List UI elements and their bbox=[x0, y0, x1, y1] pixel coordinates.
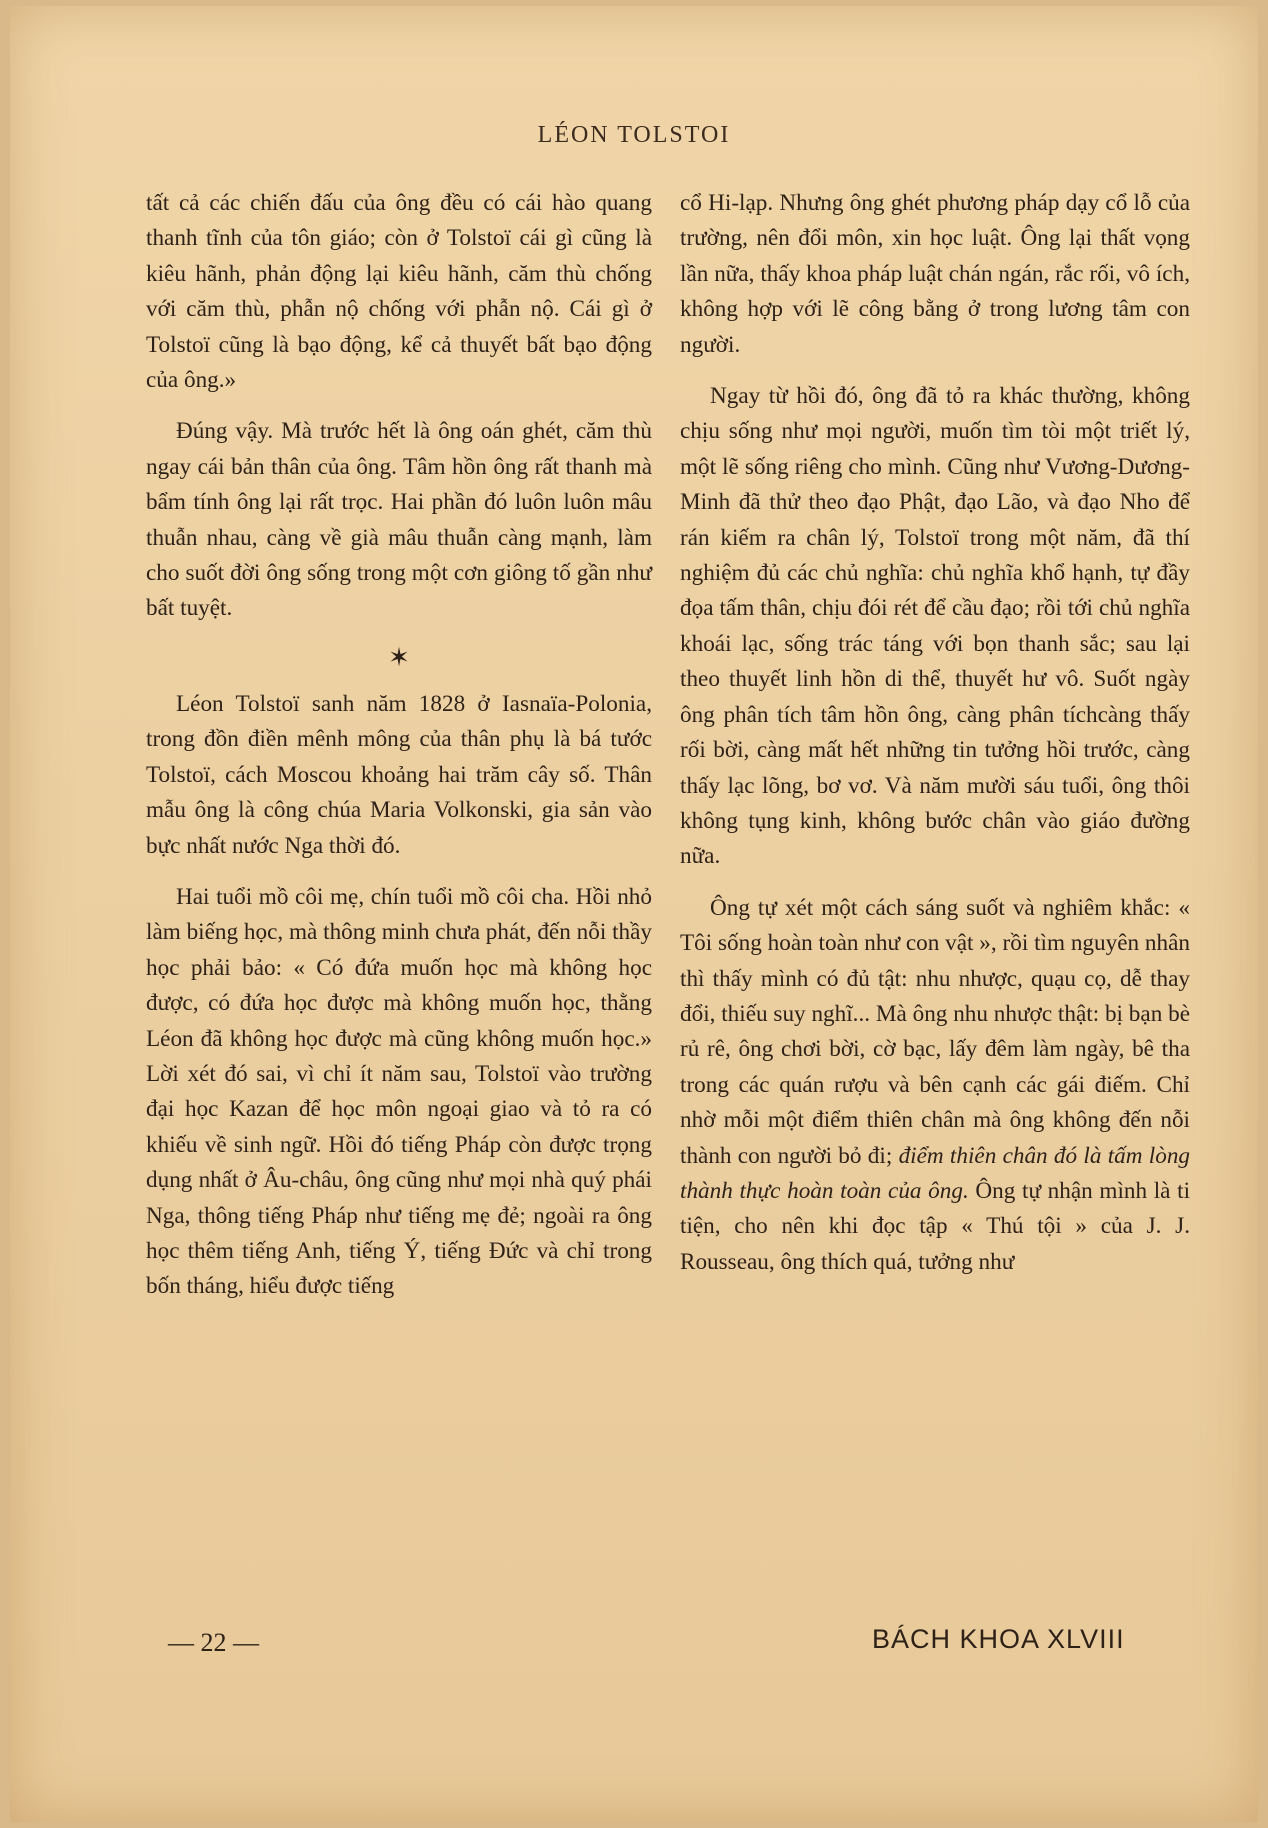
right-paragraph-3-lead: Ông tự xét một cách sáng suốt và nghiêm khắc: « Tôi sống hoàn toàn như con vật », rồi tìm nguyên nhân thì thấy mình có đủ tật: nhu nhược, quạu cọ, dễ thay đổi, thiếu suy nghĩ... Mà ông nhu nhược thật: bị bạn bè rủ rê, ông chơi bời, cờ bạc, lấy đêm làm ngày, bê tha trong các quán rượu và bên cạnh các gái điếm. Chỉ nhờ mỗi một điểm thiên chân mà ông không đến nỗi thành con người bỏ đi; bbox=[680, 894, 1190, 1169]
left-paragraph-1: tất cả các chiến đấu của ông đều có cái hào quang thanh tĩnh của tôn giáo; còn ở Tolstoï cái gì cũng là kiêu hãnh, phản động lại kiêu hãnh, căm thù chống với căm thù, phẫn nộ chống với phẫn nộ. Cái gì ở Tolstoï cũng là bạo động, kể cả thuyết bất bạo động của ông.» bbox=[146, 190, 652, 394]
right-paragraph-3-tail: Ông tự nhận mình là ti tiện, cho nên khi đọc tập « Thú tội » của J. J. Rousseau, ông thích quá, tưởng như bbox=[680, 1177, 1191, 1275]
left-paragraph-4: Hai tuổi mồ côi mẹ, chín tuổi mồ côi cha. Hồi nhỏ làm biếng học, mà thông minh chưa phát, đến nỗi thầy học phải bảo: « Có đứa muốn học mà không học được, có đứa học được mà không muốn học, thằng Léon đã không học được mà cũng không muốn học.» Lời xét đó sai, vì chỉ ít năm sau, Tolstoï vào trường đại học Kazan để học môn ngoại giao và tỏ ra có khiếu về sinh ngữ. Hồi đó tiếng Pháp còn được trọng dụng nhất ở Âu-châu, ông cũng như mọi nhà quý phái Nga, thông tiếng Pháp như tiếng mẹ đẻ; ngoài ra ông học thêm tiếng Anh, tiếng Ý, tiếng Đức và chỉ trong bốn tháng, hiểu được tiếng bbox=[146, 883, 652, 1300]
left-paragraph-2: Đúng vậy. Mà trước hết là ông oán ghét, căm thù ngay cái bản thân của ông. Tâm hồn ông rất thanh mà bẩm tính ông lại rất trọc. Hai phần đó luôn luôn mâu thuẫn nhau, càng về già mâu thuẫn càng mạnh, làm cho suốt đời ông sống trong một cơn giông tố gần như bất tuyệt. bbox=[146, 418, 652, 622]
right-paragraph-1: cổ Hi-lạp. Nhưng ông ghét phương pháp dạy cổ lỗ của trường, nên đổi môn, xin học luật. Ông lại thất vọng lần nữa, thấy khoa pháp luật chán ngán, rắc rối, vô ích, không hợp với lẽ công bằng ở trong lương tâm con người. bbox=[680, 190, 1190, 358]
right-paragraph-3 bbox=[680, 891, 1190, 1280]
right-paragraph-3-italic: điểm thiên chân đó là tấm lòng thành thực hoàn toàn của ông. bbox=[680, 1142, 1191, 1204]
journal-name: BÁCH KHOA XLVIII bbox=[872, 1624, 1125, 1654]
left-column bbox=[146, 186, 652, 1321]
page-number: — 22 — bbox=[168, 1628, 259, 1657]
right-column bbox=[680, 186, 1190, 1296]
left-paragraph-3: Léon Tolstoï sanh năm 1828 ở Iasnaïa-Polonia, trong đồn điền mênh mông của thân phụ là bá tước Tolstoï, cách Moscou khoảng hai trăm cây số. Thân mẫu ông là công chúa Maria Volkonski, gia sản vào bực nhất nước Nga thời đó. bbox=[146, 690, 652, 859]
right-paragraph-2: Ngay từ hồi đó, ông đã tỏ ra khác thường, không chịu sống như mọi người, muốn tìm tòi một triết lý, một lẽ sống riêng cho mình. Cũng như Vương-Dương-Minh đã thử theo đạo Phật, đạo Lão, và đạo Nho để rán kiếm ra chân lý, Tolstoï trong một năm, đã thí nghiệm đủ các chủ nghĩa: chủ nghĩa khổ hạnh, tự đầy đọa tấm thân, chịu đói rét để cầu đạo; rồi tới chủ nghĩa khoái lạc, sống trác táng với bọn thanh sắc; sau lại theo thuyết linh hồn di thể, thuyết hư vô. Suốt ngày ông phân tích tâm hồn ông, càng phân tíchcàng thấy rối bời, càng mất hết những tin tưởng hồi trước, càng thấy lạc lõng, bơ vơ. Và năm mười sáu tuổi, ông thôi không tụng kinh, không bước chân vào giáo đường nữa. bbox=[680, 383, 1190, 870]
book-page bbox=[10, 6, 1258, 1822]
section-asterism: ✶ bbox=[388, 642, 410, 672]
running-title: LÉON TOLSTOI bbox=[537, 122, 731, 148]
